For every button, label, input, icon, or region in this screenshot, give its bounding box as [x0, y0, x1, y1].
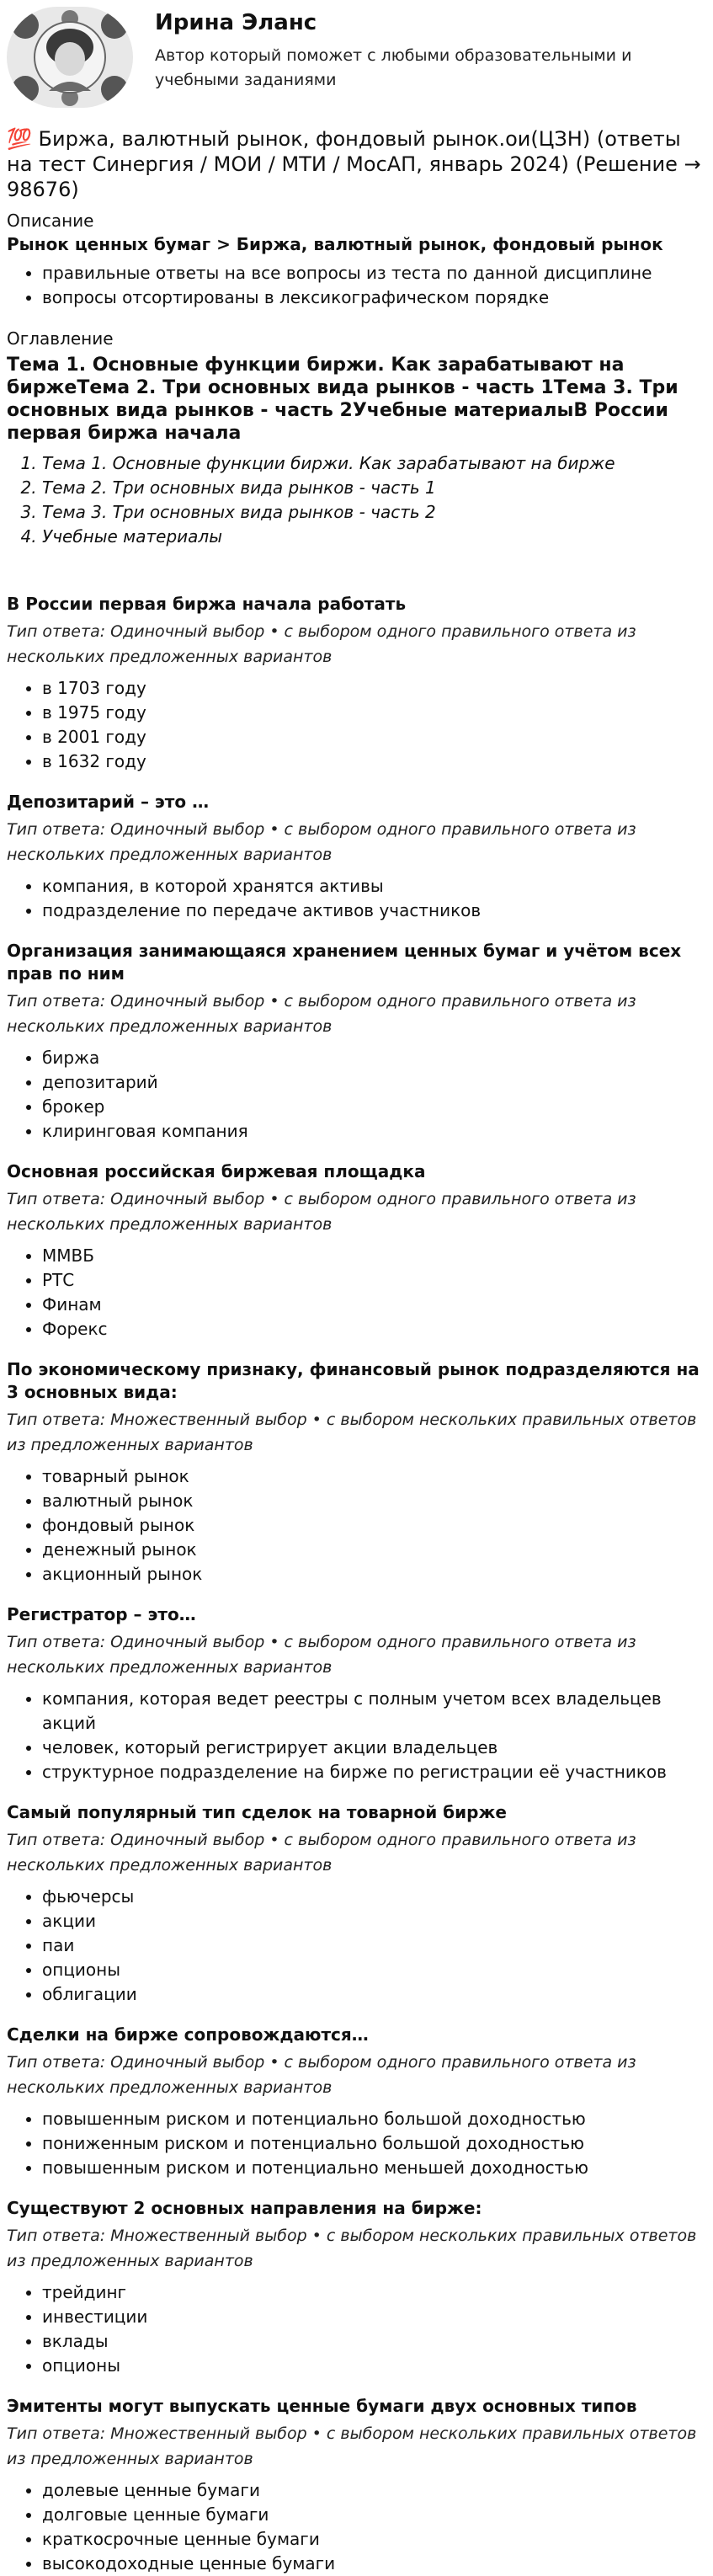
- answer-option: • в 2001 году: [42, 725, 706, 749]
- answer-option: • ММВБ: [42, 1244, 706, 1268]
- answer-type: Тип ответа: Одиночный выбор • с выбором одного правильного ответа из нескольких предложенных вариантов: [7, 622, 636, 666]
- document-title: 💯 Биржа, валютный рынок, фондовый рынок.ои(ЦЗН) (ответы на тест Синергия / МОИ / МТИ / МосАП, январь 2024) (Решение → 98676): [7, 127, 701, 201]
- question-block: [7, 791, 706, 923]
- answer-option: • повышенным риском и потенциально большой доходностью: [42, 2107, 706, 2131]
- answer-option: • денежный рынок: [42, 1538, 706, 1562]
- question-title: Эмитенты могут выпускать ценные бумаги двух основных типов: [7, 2396, 637, 2416]
- spacer: [7, 549, 706, 593]
- question-title: Существуют 2 основных направления на бирже:: [7, 2198, 482, 2218]
- answer-option: • повышенным риском и потенциально меньшей доходностью: [42, 2156, 706, 2180]
- author-description: Автор который поможет с любыми образовательными и учебными заданиями: [155, 46, 632, 89]
- option-list: [7, 2107, 706, 2180]
- answer-type: Тип ответа: Одиночный выбор • с выбором одного правильного ответа из нескольких предложенных вариантов: [7, 992, 636, 1036]
- toc-item[interactable]: 1. Тема 1. Основные функции биржи. Как зарабатывают на бирже: [42, 451, 706, 476]
- question-block: [7, 1160, 706, 1341]
- toc-label: Оглавление: [7, 328, 114, 349]
- toc-item[interactable]: 3. Тема 3. Три основных вида рынков - часть 2: [42, 500, 706, 525]
- answer-option: • клиринговая компания: [42, 1119, 706, 1144]
- question-title: Основная российская биржевая площадка: [7, 1161, 426, 1181]
- answer-option: • облигации: [42, 1982, 706, 2007]
- question-title: В России первая биржа начала работать: [7, 594, 407, 614]
- answer-option: • компания, которая ведет реестры с полным учетом всех владельцев акций: [42, 1687, 706, 1736]
- toc-list: [7, 451, 706, 549]
- answer-option: • товарный рынок: [42, 1464, 706, 1489]
- option-list: [7, 1244, 706, 1341]
- answer-type: Тип ответа: Множественный выбор • с выбором нескольких правильных ответов из предложенных вариантов: [7, 2424, 697, 2468]
- option-list: [7, 2280, 706, 2378]
- answer-option: • трейдинг: [42, 2280, 706, 2305]
- answer-option: • Форекс: [42, 1317, 706, 1341]
- answer-option: • брокер: [42, 1095, 706, 1119]
- description-label: Описание: [7, 211, 94, 231]
- answer-option: • опционы: [42, 1958, 706, 1982]
- question-block: [7, 2395, 706, 2576]
- answer-option: • паи: [42, 1933, 706, 1958]
- question-block: [7, 2197, 706, 2378]
- question-title: Депозитарий – это …: [7, 792, 210, 812]
- answer-option: • фьючерсы: [42, 1885, 706, 1909]
- question-title: Самый популярный тип сделок на товарной бирже: [7, 1802, 507, 1822]
- answer-type: Тип ответа: Множественный выбор • с выбором нескольких правильных ответов из предложенных вариантов: [7, 1411, 697, 1454]
- answer-type: Тип ответа: Одиночный выбор • с выбором одного правильного ответа из нескольких предложенных вариантов: [7, 1831, 636, 1875]
- answer-option: • компания, в которой хранятся активы: [42, 874, 706, 899]
- answer-option: • структурное подразделение на бирже по регистрации её участников: [42, 1760, 706, 1784]
- answer-option: • РТС: [42, 1268, 706, 1293]
- answer-option: • высокодоходные ценные бумаги: [42, 2552, 706, 2576]
- answer-type: Тип ответа: Одиночный выбор • с выбором одного правильного ответа из нескольких предложенных вариантов: [7, 1190, 636, 1234]
- answer-option: • акции: [42, 1909, 706, 1933]
- question-title: Регистратор – это…: [7, 1604, 196, 1624]
- question-title: По экономическому признаку, финансовый рынок подразделяются на 3 основных вида:: [7, 1359, 700, 1402]
- question-block: [7, 2024, 706, 2180]
- user-photo-icon: [7, 7, 133, 108]
- answer-option: • валютный рынок: [42, 1489, 706, 1513]
- answer-option: • долговые ценные бумаги: [42, 2503, 706, 2527]
- question-block: [7, 1603, 706, 1784]
- answer-type: Тип ответа: Одиночный выбор • с выбором одного правильного ответа из нескольких предложенных вариантов: [7, 2053, 636, 2097]
- breadcrumb[interactable]: Рынок ценных бумаг > Биржа, валютный рынок, фондовый рынок: [7, 234, 663, 254]
- question-title: Сделки на бирже сопровождаются…: [7, 2024, 369, 2045]
- answer-option: • опционы: [42, 2354, 706, 2378]
- answer-option: • биржа: [42, 1046, 706, 1070]
- answer-type: Тип ответа: Множественный выбор • с выбором нескольких правильных ответов из предложенных вариантов: [7, 2227, 697, 2270]
- answer-option: • пониженным риском и потенциально большой доходностью: [42, 2131, 706, 2156]
- answer-option: • вклады: [42, 2329, 706, 2354]
- option-list: [7, 676, 706, 774]
- answer-option: • фондовый рынок: [42, 1513, 706, 1538]
- question-block: [7, 1358, 706, 1587]
- toc-heading: Тема 1. Основные функции биржи. Как зарабатывают на биржеТема 2. Три основных вида рынков - часть 1Тема 3. Три основных вида рынков - часть 2Учебные материалыВ России первая биржа начала: [7, 355, 678, 444]
- option-list: [7, 1687, 706, 1784]
- author-name[interactable]: Ирина Эланс: [155, 10, 317, 35]
- answer-option: • долевые ценные бумаги: [42, 2478, 706, 2503]
- answer-type: Тип ответа: Одиночный выбор • с выбором одного правильного ответа из нескольких предложенных вариантов: [7, 820, 636, 864]
- answer-option: • акционный рынок: [42, 1562, 706, 1587]
- answer-option: • в 1632 году: [42, 749, 706, 774]
- option-list: [7, 1885, 706, 2007]
- question-block: [7, 1801, 706, 2007]
- author-avatar[interactable]: [7, 7, 133, 108]
- feature-item: • правильные ответы на все вопросы из теста по данной дисциплине: [42, 261, 706, 285]
- option-list: [7, 1464, 706, 1587]
- toc-item[interactable]: 2. Тема 2. Три основных вида рынков - часть 1: [42, 476, 706, 500]
- answer-option: • Финам: [42, 1293, 706, 1317]
- answer-option: • в 1975 году: [42, 701, 706, 725]
- option-list: [7, 1046, 706, 1144]
- feature-item: • вопросы отсортированы в лексикографическом порядке: [42, 285, 706, 310]
- answer-option: • краткосрочные ценные бумаги: [42, 2527, 706, 2552]
- answer-type: Тип ответа: Одиночный выбор • с выбором одного правильного ответа из нескольких предложенных вариантов: [7, 1633, 636, 1677]
- author-card: [7, 0, 706, 115]
- option-list: [7, 874, 706, 923]
- question-block: [7, 940, 706, 1144]
- question-list: [7, 593, 706, 2576]
- author-info: [155, 7, 706, 115]
- answer-option: • в 1703 году: [42, 676, 706, 701]
- answer-option: • человек, который регистрирует акции владельцев: [42, 1736, 706, 1760]
- feature-list: [7, 261, 706, 310]
- answer-option: • инвестиции: [42, 2305, 706, 2329]
- answer-option: • подразделение по передаче активов участников: [42, 899, 706, 923]
- toc-item[interactable]: 4. Учебные материалы: [42, 525, 706, 549]
- question-block: [7, 593, 706, 774]
- answer-option: • депозитарий: [42, 1070, 706, 1095]
- option-list: [7, 2478, 706, 2576]
- question-title: Организация занимающаяся хранением ценных бумаг и учётом всех прав по ним: [7, 941, 682, 984]
